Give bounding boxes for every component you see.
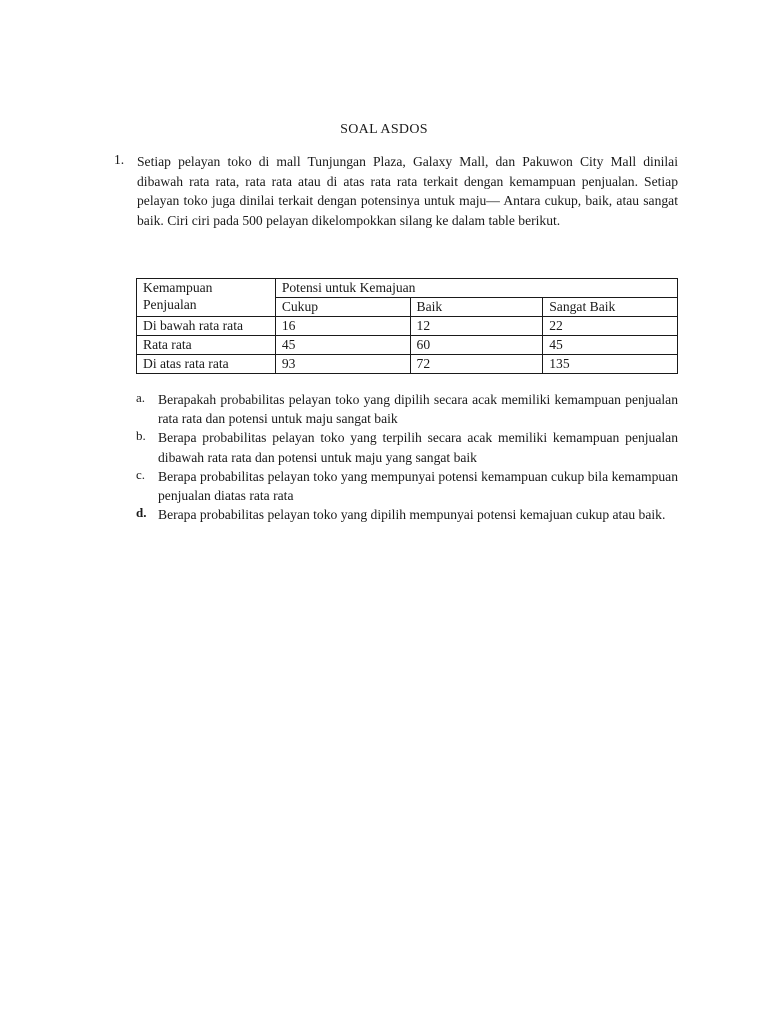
table-row	[137, 336, 678, 355]
value-cell: 60	[410, 336, 543, 355]
column-header-cell: Baik	[410, 298, 543, 317]
question-1	[114, 152, 678, 230]
question-number: 1.	[114, 152, 125, 167]
value-cell: 45	[275, 336, 410, 355]
sub-question-list	[136, 390, 678, 524]
question-text: Setiap pelayan toko di mall Tunjungan Plaza, Galaxy Mall, dan Pakuwon City Mall dinilai dibawah rata rata, rata rata atau di atas rata rata terkait dengan kemampuan penjualan. Setiap pelayan toko juga dinilai terkait dengan potensinya untuk maju— Antara cukup, baik, atau sangat baik. Ciri ciri pada 500 pelayan dikelompokkan silang ke dalam table berikut.	[137, 154, 678, 228]
sub-question-text: Berapa probabilitas pelayan toko yang dipilih mempunyai potensi kemajuan cukup atau baik.	[158, 507, 666, 523]
value-cell: 72	[410, 355, 543, 374]
sub-question-text: Berapakah probabilitas pelayan toko yang dipilih secara acak memiliki kemampuan penjualan rata rata dan potensi untuk maju sangat baik	[158, 392, 678, 427]
sub-question-text: Berapa probabilitas pelayan toko yang terpilih secara acak memiliki kemampuan penjualan dibawah rata rata dan potensi untuk maju yang sangat baik	[158, 430, 678, 465]
row-header-cell: Kemampuan Penjualan	[137, 279, 276, 317]
sub-question-b	[136, 428, 678, 466]
column-header-cell: Sangat Baik	[543, 298, 678, 317]
sub-question-text: Berapa probabilitas pelayan toko yang mempunyai potensi kemampuan cukup bila kemampuan penjualan diatas rata rata	[158, 468, 678, 504]
sub-question-a	[136, 390, 678, 428]
sub-question-letter: a.	[136, 390, 146, 405]
cross-tab-table	[136, 278, 678, 374]
page-title: SOAL ASDOS	[340, 122, 428, 137]
table-row	[137, 355, 678, 374]
row-label-cell: Di atas rata rata	[137, 355, 276, 374]
column-header-cell: Cukup	[275, 298, 410, 317]
sub-question-c	[136, 467, 678, 505]
row-label-cell: Di bawah rata rata	[137, 317, 276, 336]
value-cell: 22	[543, 317, 678, 336]
group-header-cell: Potensi untuk Kemajuan	[275, 279, 677, 298]
value-cell: 12	[410, 317, 543, 336]
value-cell: 45	[543, 336, 678, 355]
sub-question-d	[136, 505, 678, 524]
table-row	[137, 317, 678, 336]
value-cell: 135	[543, 355, 678, 374]
value-cell: 16	[275, 317, 410, 336]
value-cell: 93	[275, 355, 410, 374]
sub-question-letter: b.	[136, 428, 146, 444]
row-label-cell: Rata rata	[137, 336, 276, 355]
sub-question-letter: c.	[136, 466, 146, 482]
sub-question-letter: d.	[136, 505, 147, 521]
table-header-row	[137, 279, 678, 298]
